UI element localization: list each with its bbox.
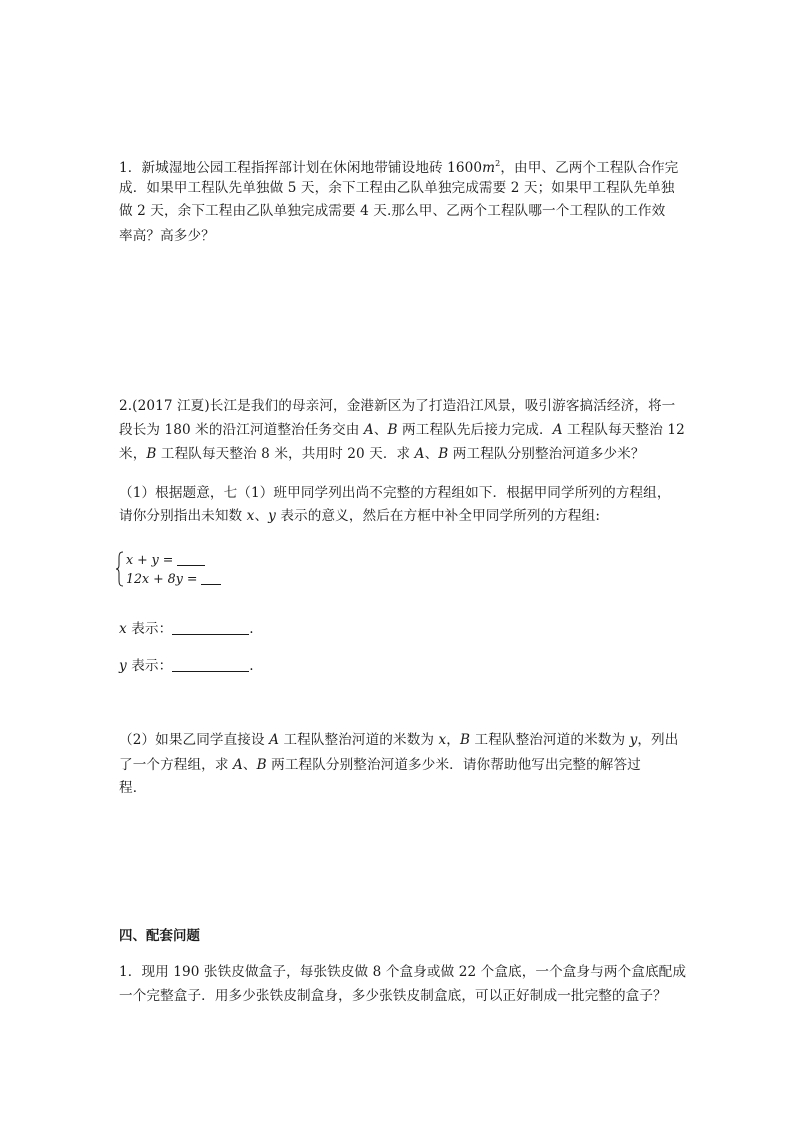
q2-part2-line-2: 了一个方程组，求 A、B 两工程队分别整治河道多少米．请你帮助他写出完整的解答过: [119, 757, 641, 773]
q2-part1-line-1: （1）根据题意，七（1）班甲同学列出尚不完整的方程组如下．根据甲同学所列的方程组，: [119, 485, 671, 501]
equation-2-blank[interactable]: [201, 572, 221, 585]
x-meaning-blank[interactable]: [172, 622, 249, 635]
section-4-q1-line-1: 1．现用 190 张铁皮做盒子，每张铁皮做 8 个盒身或做 22 个盒底，一个盒身与两个盒底配成: [119, 964, 687, 980]
q2-part2-line-1: （2）如果乙同学直接设 A 工程队整治河道的米数为 x，B 工程队整治河道的米数为 y，列出: [119, 732, 679, 748]
q2-line-1: 2.(2017 江夏)长江是我们的母亲河，金港新区为了打造沿江风景，吸引游客搞活经济，将一: [119, 398, 676, 414]
x-meaning-row: x 表示： .: [119, 621, 254, 637]
y-meaning-blank[interactable]: [172, 659, 249, 672]
q1-line-4: 率高？高多少？: [119, 228, 215, 244]
q1-line-3: 做 2 天，余下工程由乙队单独完成需要 4 天.那么甲、乙两个工程队哪一个工程队的工作效: [119, 203, 666, 219]
y-meaning-row: y 表示： .: [119, 658, 254, 674]
equation-1: x + y =: [126, 552, 205, 568]
unit-m: m: [482, 160, 496, 176]
equation-2: 12x + 8y =: [126, 571, 221, 587]
unit-superscript: 2: [495, 159, 501, 168]
section-4-q1-line-2: 一个完整盒子．用多少张铁皮制盒身，多少张铁皮制盒底，可以正好制成一批完整的盒子？: [119, 988, 667, 1004]
q2-line-2: 段长为 180 米的沿江河道整治任务交由 A、B 两工程队先后接力完成．A 工程队每天整治 12: [119, 422, 685, 438]
equation-1-blank[interactable]: [177, 553, 205, 566]
q2-line-3: 米，B 工程队每天整治 8 米，共用时 20 天．求 A、B 两工程队分别整治河道多少米？: [119, 446, 645, 462]
equation-brace: [115, 551, 125, 587]
q2-part2-line-3: 程．: [119, 780, 147, 796]
section-4-heading: 四、配套问题: [119, 929, 200, 944]
q1-line-2: 成．如果甲工程队先单独做 5 天，余下工程由乙队单独完成需要 2 天；如果甲工程队先单独: [119, 180, 675, 196]
q2-part1-line-2: 请你分别指出未知数 x、y 表示的意义，然后在方框中补全甲同学所列的方程组:: [119, 508, 600, 524]
q1-line-1: 1．新城湿地公园工程指挥部计划在休闲地带铺设地砖 $1600m^2$，由甲、乙两个工程队合作完: [119, 159, 679, 176]
